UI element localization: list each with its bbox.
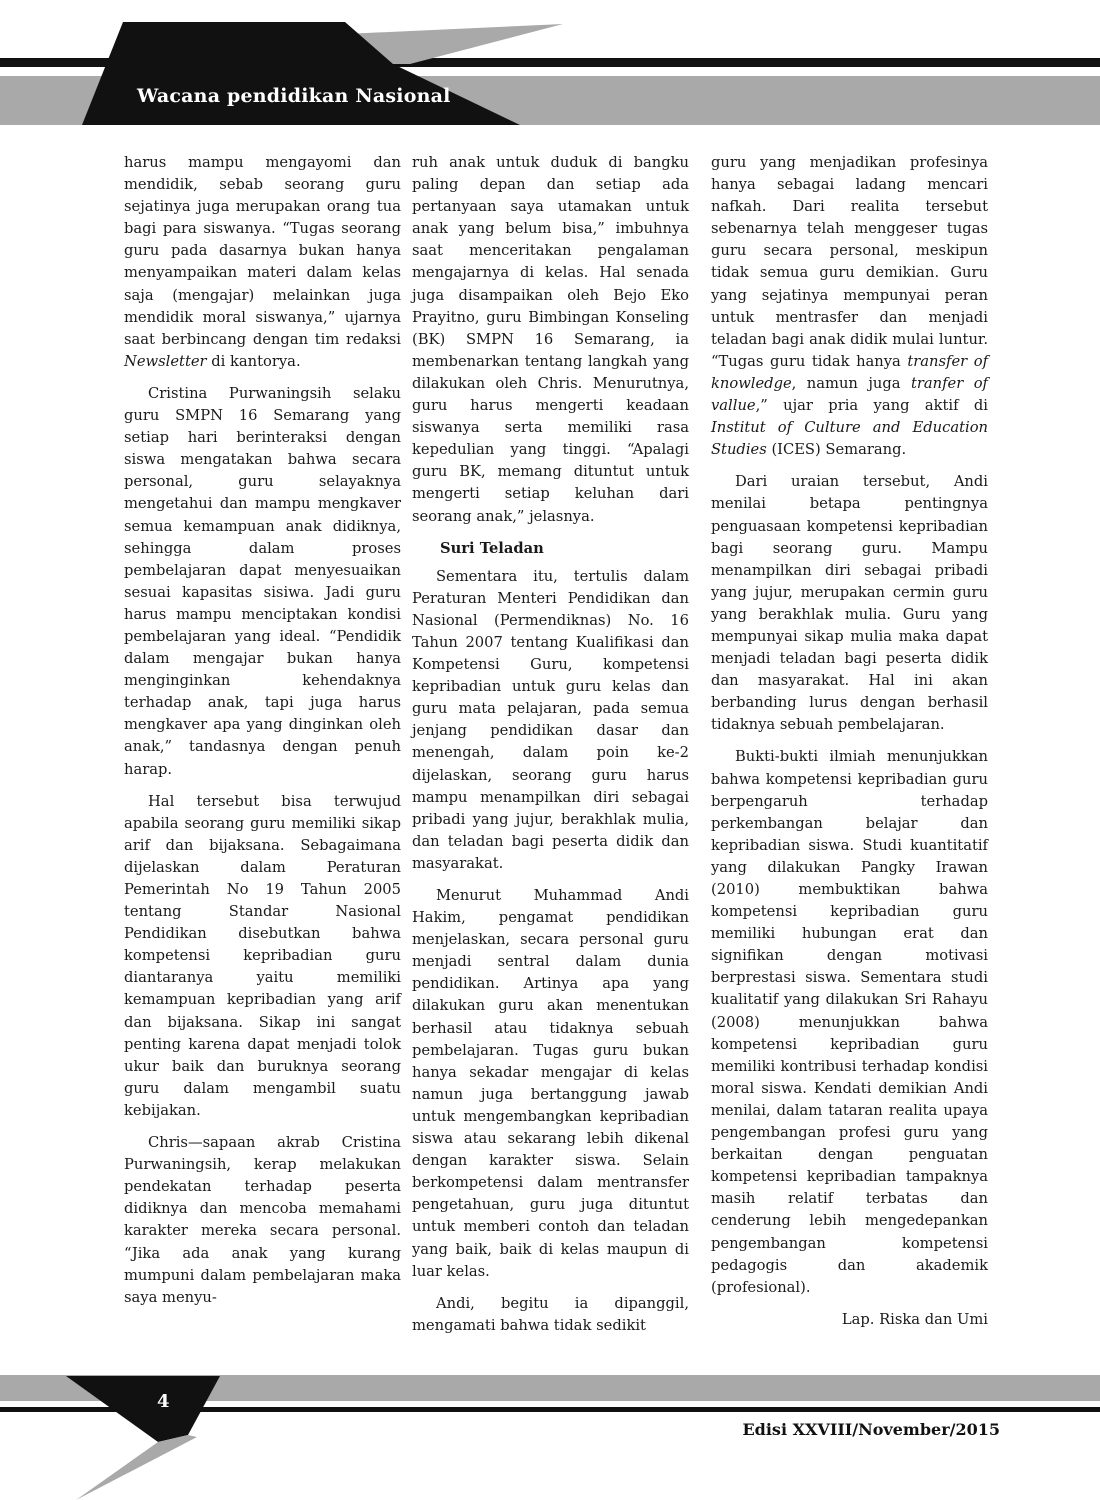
paragraph [124, 152, 401, 373]
footer-triangles-graphic [0, 1370, 300, 1500]
edition-label: Edisi XXVIII/November/2015 [742, 1420, 1000, 1439]
paragraph-text: harus mampu mengayomi dan mendidik, sebab seorang guru sejatinya juga merupakan orang tua bagi para siswanya. “Tugas seorang guru pada dasarnya bukan hanya menyampaikan materi dalam kelas saja (mengajar) melainkan juga mendidik moral siswanya,” ujarnya saat berbincang dengan tim redaksi [124, 154, 401, 348]
paragraph-text: ,” ujar pria yang aktif di [755, 397, 988, 415]
italic-term: transfer of knowledge [711, 352, 989, 392]
paragraph: Chris—sapaan akrab Cristina Purwaningsih, kerap melakukan pendekatan terhadap peserta didiknya dan mencoba memahami karakter mereka secara personal. “Jika ada anak yang kurang mumpuni dalam pembelajaran maka saya menyu- [124, 1134, 401, 1306]
article-column-1 [124, 152, 401, 1319]
paragraph-text: , namun juga [791, 374, 901, 392]
paragraph: Andi, begitu ia dipanggil, mengamati bahwa tidak sedikit [412, 1294, 689, 1334]
footer-black-shape [66, 1376, 220, 1442]
article-column-3 [711, 152, 988, 1341]
paragraph: Menurut Muhammad Andi Hakim, pengamat pendidikan menjelaskan, secara personal guru menjadi sentral dalam dunia pendidikan. Artinya apa yang dilakukan guru akan menentukan berhasil atau tidaknya sebuah pembelajaran. Tugas guru bukan hanya sekadar mengajar di kelas namun juga bertanggung jawab untuk mengembangkan kepribadian siswa atau sekarang lebih dikenal dengan karakter siswa. Selain berkompetensi dalam mentransfer pengetahuan, guru juga dituntut untuk memberi contoh dan teladan yang baik, baik di kelas maupun di luar kelas. [412, 887, 689, 1280]
paragraph: Dari uraian tersebut, Andi menilai betapa pentingnya penguasaan kompetensi kepribadian bagi seorang guru. Mampu menampilkan diri sebagai pribadi yang jujur, merupakan cermin guru yang berakhlak mulia. Guru yang mempunyai sikap mulia maka dapat menjadi teladan bagi peserta didik dan masyarakat. Hal ini akan berbanding lurus dengan berhasil tidaknya sebuah pembelajaran. [711, 473, 988, 734]
italic-term: tranfer of vallue [711, 374, 988, 415]
paragraph: Hal tersebut bisa terwujud apabila seorang guru memiliki sikap arif dan bijaksana. Sebagaimana dijelaskan dalam Peraturan Pemerintah No 19 Tahun 2005 tentang Standar Nasional Pendidikan disebutkan bahwa kompetensi kepribadian guru diantaranya yaitu memiliki kemampuan kepribadian yang arif dan bijaksana. Sikap ini sangat penting karena dapat menjadi tolok ukur baik dan buruknya seorang guru dalam mengambil suatu kebijakan. [124, 792, 401, 1119]
paragraph-text: (ICES) Semarang. [771, 441, 907, 459]
paragraph: ruh anak untuk duduk di bangku paling depan dan setiap ada pertanyaan saya utamakan untuk anak yang belum bisa,” imbuhnya saat menceritakan pengalaman mengajarnya di kelas. Hal senada juga disampaikan oleh Bejo Eko Prayitno, guru Bimbingan Konseling (BK) SMPN 16 Semarang, ia membenarkan tentang langkah yang dilakukan oleh Chris. Menurutnya, guru harus mengerti keadaan siswanya serta memiliki rasa kepedulian yang tinggi. “Apalagi guru BK, memang dituntut untuk mengerti setiap keluhan dari seorang anak,” jelasnya. [412, 154, 689, 525]
header-triangles-graphic [0, 0, 1100, 130]
paragraph: Cristina Purwaningsih selaku guru SMPN 16 Semarang yang setiap hari berinteraksi dengan siswa mengatakan bahwa secara personal, guru selayaknya mengetahui dan mampu mengkaver semua kemampuan anak didiknya, sehingga dalam proses pembelajaran dapat menyesuaikan sesuai kapasitas sisiwa. Jadi guru harus mampu menciptakan kondisi pembelajaran yang ideal. “Pendidik dalam mengajar bukan hanya menginginkan kehendaknya terhadap anak, tapi juga harus mengkaver apa yang dinginkan oleh anak,” tandasnya dengan penuh harap. [124, 384, 401, 778]
paragraph-text: guru yang menjadikan profesinya hanya sebagai ladang mencari nafkah. Dari realita tersebut sebenarnya telah menggeser tugas guru secara personal, meskipun tidak semua guru demikian. Guru yang sejatinya mempunyai peran untuk mentrasfer dan menjadi teladan bagi anak didik mulai luntur. “Tugas guru tidak hanya [711, 154, 988, 370]
footer-gray-wedge [76, 1435, 197, 1500]
page-number: 4 [157, 1391, 170, 1412]
paragraph [711, 152, 988, 461]
paragraph-text: di kantorya. [211, 352, 301, 370]
author-signature: Lap. Riska dan Umi [841, 1310, 988, 1328]
article-column-2 [412, 152, 689, 1347]
newsletter-italic: Newsletter [124, 352, 207, 370]
italic-institution: Institut of Culture and Education Studies [711, 419, 988, 459]
paragraph: Sementara itu, tertulis dalam Peraturan Menteri Pendidikan dan Nasional (Permendiknas) No. 16 Tahun 2007 tentang Kualifikasi dan Kompetensi Guru, kompetensi kepribadian untuk guru kelas dan guru mata pelajaran, pada semua jenjang pendidikan dasar dan menengah, dalam poin ke-2 dijelaskan, seorang guru harus mampu menampilkan diri sebagai pribadi yang jujur, berakhlak mulia, dan teladan bagi peserta didik dan masyarakat. [412, 567, 689, 872]
header-title: Wacana pendidikan Nasional [137, 85, 451, 107]
paragraph: Bukti-bukti ilmiah menunjukkan bahwa kompetensi kepribadian guru berpengaruh terhadap perkembangan belajar dan kepribadian siswa. Studi kuantitatif yang dilakukan Pangky Irawan (2010) membuktikan bahwa kompetensi kepribadian guru memiliki hubungan erat dan signifikan dengan motivasi berprestasi siswa. Sementara studi kualitatif yang dilakukan Sri Rahayu (2008) menunjukkan bahwa kompetensi kepribadian guru memiliki kontribusi terhadap kondisi moral siswa. Kendati demikian Andi menilai, dalam tataran realita upaya pengembangan profesi guru yang berkaitan dengan penguatan kompetensi kepribadian tampaknya masih relatif terbatas dan cenderung lebih mengedepankan pengembangan kompetensi pedagogis dan akademik (profesional). [711, 748, 988, 1296]
section-subheading: Suri Teladan [440, 539, 544, 557]
